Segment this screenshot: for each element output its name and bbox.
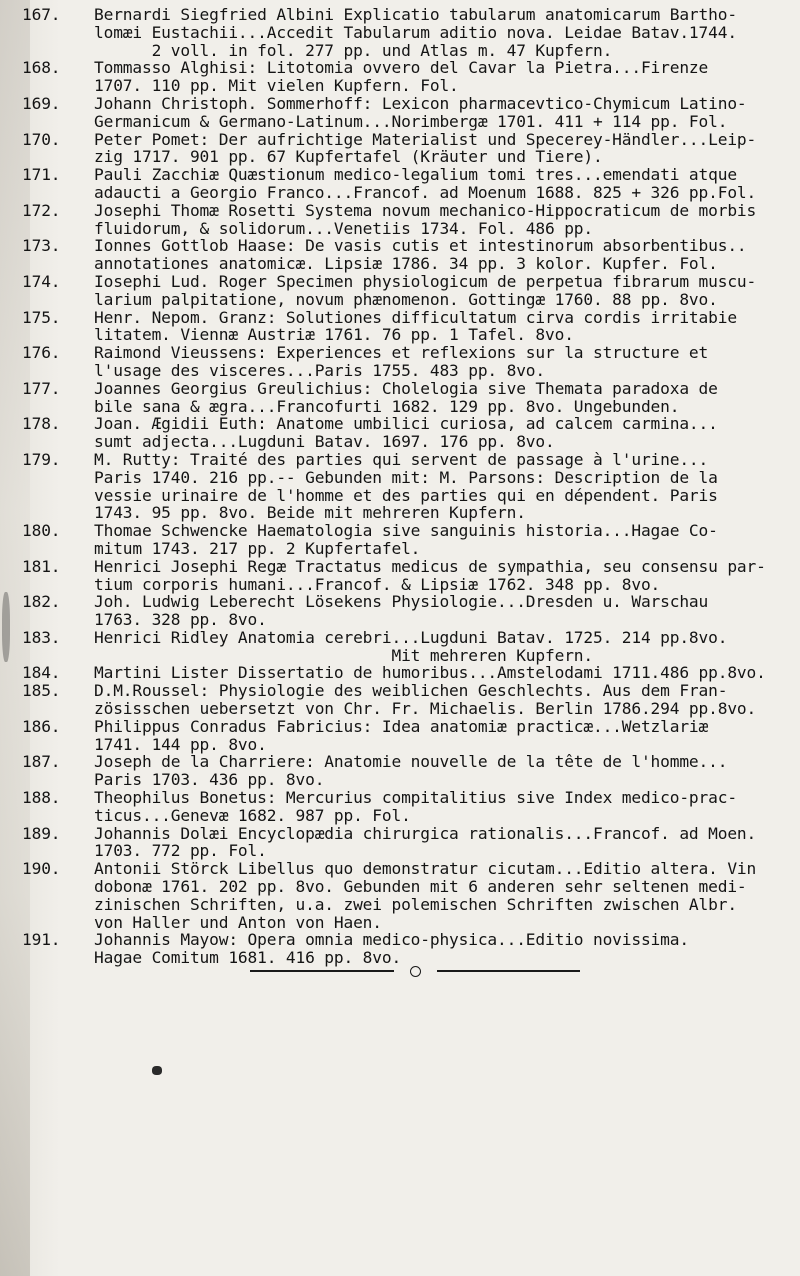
catalog-entry <box>22 166 794 202</box>
entry-text: M. Rutty: Traité des parties qui servent de passage à l'urine... Paris 1740. 216 pp.-- Gebunden mit: M. Parsons: Description de la vessie urinaire de l'homme et des parties qui en dépendent. Paris 1743. 95 pp. 8vo. Beide mit mehreren Kupfern. <box>94 449 718 523</box>
end-separator <box>250 964 580 978</box>
entry-number: 191. <box>22 930 61 950</box>
entry-text: Theophilus Bonetus: Mercurius compitalitius sive Index medico-prac- ticus...Genevæ 1682. 987 pp. Fol. <box>94 788 737 825</box>
catalog-entry <box>22 59 794 95</box>
entry-number: 169. <box>22 93 61 113</box>
entry-number: 182. <box>22 592 61 612</box>
entry-number: 179. <box>22 449 61 469</box>
entry-text: Johannis Dolæi Encyclopædia chirurgica rationalis...Francof. ad Moen. 1703. 772 pp. Fol. <box>94 823 757 861</box>
entry-number: 184. <box>22 663 61 683</box>
entry-text: Peter Pomet: Der aufrichtige Materialist und Specerey-Händler...Leip- zig 1717. 901 pp. 67 Kupfertafel (Kräuter und Tiere). <box>94 129 757 167</box>
entry-number: 175. <box>22 307 61 327</box>
catalog-entry <box>22 6 794 59</box>
entry-number: 187. <box>22 752 61 772</box>
entry-text: Henr. Nepom. Granz: Solutiones difficultatum cirva cordis irritabie litatem. Viennæ Austriæ 1761. 76 pp. 1 Tafel. 8vo. <box>94 307 737 345</box>
catalog-entry <box>22 415 794 451</box>
catalog-entry <box>22 95 794 131</box>
catalog-entry <box>22 931 794 967</box>
catalog-entry <box>22 273 794 309</box>
entry-text: Tommasso Alghisi: Litotomia ovvero del Cavar la Pietra...Firenze 1707. 110 pp. Mit vielen Kupfern. Fol. <box>94 58 709 96</box>
catalog-entry <box>22 860 794 931</box>
entry-number: 185. <box>22 681 61 701</box>
entry-number: 174. <box>22 271 61 291</box>
catalog-entry <box>22 629 794 665</box>
entry-number: 173. <box>22 236 61 256</box>
separator-line-left <box>250 970 394 972</box>
entry-text: Joannes Georgius Greulichius: Cholelogia sive Themata paradoxa de bile sana & ægra...Francofurti 1682. 129 pp. 8vo. Ungebunden. <box>94 378 718 416</box>
entry-text: Henrici Ridley Anatomia cerebri...Lugduni Batav. 1725. 214 pp.8vo. Mit mehreren Kupfern. <box>94 627 728 665</box>
catalog-entry <box>22 131 794 167</box>
catalog-entry <box>22 825 794 861</box>
entry-number: 180. <box>22 521 61 541</box>
entry-number: 178. <box>22 414 61 434</box>
entry-number: 176. <box>22 343 61 363</box>
entry-number: 190. <box>22 859 61 879</box>
catalog-entry <box>22 593 794 629</box>
catalog-entry <box>22 664 794 682</box>
entry-text: D.M.Roussel: Physiologie des weiblichen Geschlechts. Aus dem Fran- zösisschen uebersetzt von Chr. Fr. Michaelis. Berlin 1786.294 pp.8vo. <box>94 681 757 719</box>
entry-number: 172. <box>22 200 61 220</box>
catalog-entry <box>22 202 794 238</box>
catalog-entry <box>22 682 794 718</box>
entry-text: Thomae Schwencke Haematologia sive sanguinis historia...Hagae Co- mitum 1743. 217 pp. 2 Kupfertafel. <box>94 521 718 558</box>
catalog-entry <box>22 237 794 273</box>
catalog-entry <box>22 309 794 345</box>
entry-text: Ionnes Gottlob Haase: De vasis cutis et intestinorum absorbentibus.. annotationes anatomicæ. Lipsiæ 1786. 34 pp. 3 kolor. Kupfer. Fol. <box>94 236 747 274</box>
entry-number: 181. <box>22 556 61 576</box>
catalog-entry <box>22 558 794 594</box>
entry-text: Joseph de la Charriere: Anatomie nouvelle de la tête de l'homme... Paris 1703. 436 pp. 8vo. <box>94 752 728 790</box>
entry-number: 171. <box>22 165 61 185</box>
catalog-entry <box>22 451 794 522</box>
entry-text: Johann Christoph. Sommerhoff: Lexicon pharmacevtico-Chymicum Latino- Germanicum & Germano-Latinum...Norimbergæ 1701. 411 + 114 pp. Fol. <box>94 93 747 131</box>
entry-number: 177. <box>22 378 61 398</box>
entry-text: Joan. Ægidii Euth: Anatome umbilici curiosa, ad calcem carmina... sumt adjecta...Lugduni Batav. 1697. 176 pp. 8vo. <box>94 414 718 452</box>
entry-text: Antonii Störck Libellus quo demonstratur cicutam...Editio altera. Vin dobonæ 1761. 202 pp. 8vo. Gebunden mit 6 anderen sehr seltenen medi- zinischen Schriften, u.a. zwei polemischen Schriften zwischen Albr. von Haller und Anton von Haen. <box>94 859 757 932</box>
entry-number: 189. <box>22 823 61 843</box>
entry-number: 167. <box>22 5 61 24</box>
entry-number: 170. <box>22 129 61 149</box>
entry-number: 168. <box>22 58 61 78</box>
entry-text: Philippus Conradus Fabricius: Idea anatomiæ practicæ...Wetzlariæ 1741. 144 pp. 8vo. <box>94 716 709 754</box>
catalog-entry <box>22 522 794 558</box>
entry-number: 188. <box>22 788 61 808</box>
catalog-entry <box>22 718 794 754</box>
entry-text: Raimond Vieussens: Experiences et reflexions sur la structure et l'usage des visceres...Paris 1755. 483 pp. 8vo. <box>94 343 709 380</box>
separator-line-right <box>437 970 581 972</box>
entry-text: Pauli Zacchiæ Quæstionum medico-legalium tomi tres...emendati atque adaucti a Georgio Franco...Francof. ad Moenum 1688. 825 + 326 pp.Fol. <box>94 165 757 202</box>
entry-text: Bernardi Siegfried Albini Explicatio tabularum anatomicarum Bartho- lomæi Eustachii...Accedit Tabularum aditio nova. Leidae Batav.1744. 2 voll. in fol. 277 pp. und Atlas m. 47 Kupfern. <box>94 5 737 60</box>
entry-text: Henrici Josephi Regæ Tractatus medicus de sympathia, seu consensu par- tium corporis humani...Francof. & Lipsiæ 1762. 348 pp. 8vo. <box>94 556 766 594</box>
entry-text: Iosephi Lud. Roger Specimen physiologicum de perpetua fibrarum muscu- larium palpitatione, novum phænomenon. Gottingæ 1760. 88 pp. 8vo. <box>94 271 757 309</box>
catalog-entry <box>22 789 794 825</box>
ink-smudge <box>152 1066 162 1075</box>
entry-number: 183. <box>22 627 61 647</box>
entry-text: Joh. Ludwig Leberecht Lösekens Physiologie...Dresden u. Warschau 1763. 328 pp. 8vo. <box>94 592 709 630</box>
entry-number: 186. <box>22 716 61 736</box>
entry-text: Johannis Mayow: Opera omnia medico-physica...Editio novissima. Hagae Comitum 1681. 416 pp. 8vo. <box>94 930 689 968</box>
entry-text: Martini Lister Dissertatio de humoribus...Amstelodami 1711.486 pp.8vo. <box>94 663 766 683</box>
entry-text: Josephi Thomæ Rosetti Systema novum mechanico-Hippocraticum de morbis fluidorum, & solidorum...Venetiis 1734. Fol. 486 pp. <box>94 200 757 238</box>
ink-smudge <box>2 592 10 662</box>
separator-circle <box>410 966 421 977</box>
catalog-entries <box>22 6 794 967</box>
catalog-entry <box>22 344 794 380</box>
catalog-entry <box>22 380 794 416</box>
catalog-entry <box>22 753 794 789</box>
